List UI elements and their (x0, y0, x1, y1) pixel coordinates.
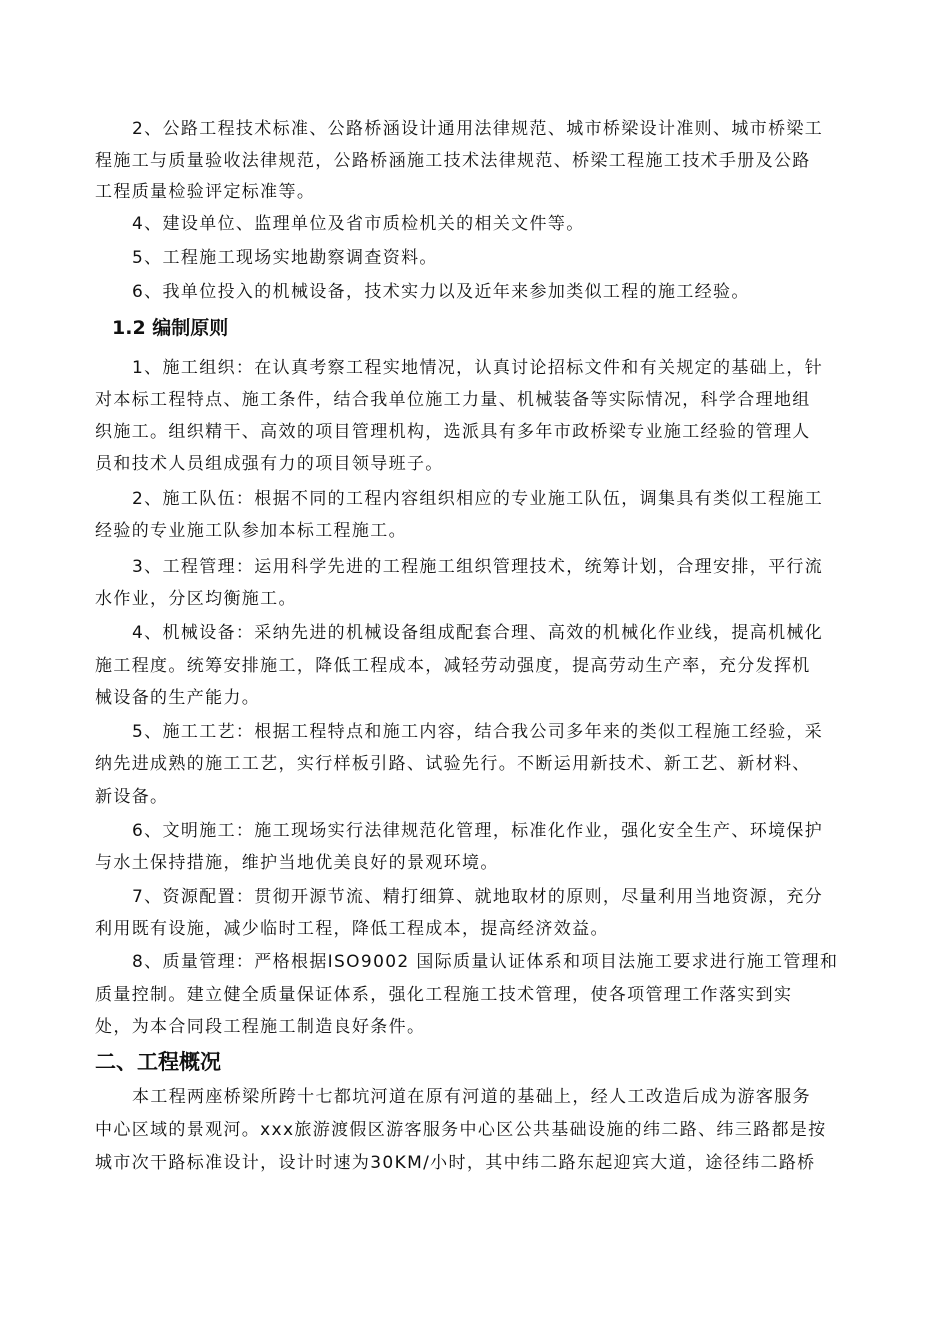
list-item-2-line-3: 工程质量检验评定标准等。 (95, 182, 316, 202)
principle-8-line-2: 质量控制。建立健全质量保证体系，强化工程施工技术管理，使各项管理工作落实到实 (95, 985, 793, 1005)
principle-6-line-2: 与水土保持措施，维护当地优美良好的景观环境。 (95, 853, 499, 873)
principle-7-line-1: 7、资源配置：贯彻开源节流、精打细算、就地取材的原则，尽量利用当地资源，充分 (132, 887, 824, 907)
principle-3-line-2: 水作业，分区均衡施工。 (95, 589, 297, 609)
principle-4-line-1: 4、机械设备：采纳先进的机械设备组成配套合理、高效的机械化作业线，提高机械化 (132, 623, 824, 643)
principle-5-line-2: 纳先进成熟的施工工艺，实行样板引路、试验先行。不断运用新技术、新工艺、新材料、 (95, 754, 811, 774)
overview-paragraph-line-1: 本工程两座桥梁所跨十七都坑河道在原有河道的基础上，经人工改造后成为游客服务 (132, 1087, 811, 1107)
principle-5-line-3: 新设备。 (95, 787, 169, 807)
section-heading-2: 二、工程概况 (95, 1050, 221, 1074)
overview-paragraph-line-2: 中心区域的景观河。xxx旅游渡假区游客服务中心区公共基础设施的纬二路、纬三路都是按 (95, 1120, 827, 1140)
list-item-5: 5、工程施工现场实地勘察调查资料。 (132, 248, 438, 268)
principle-2-line-1: 2、施工队伍：根据不同的工程内容组织相应的专业施工队伍，调集具有类似工程施工 (132, 489, 824, 509)
list-item-6: 6、我单位投入的机械设备，技术实力以及近年来参加类似工程的施工经验。 (132, 282, 750, 302)
principle-6-line-1: 6、文明施工：施工现场实行法律规范化管理，标准化作业，强化安全生产、环境保护 (132, 821, 824, 841)
section-heading-1-2: 1.2 编制原则 (112, 317, 229, 339)
overview-paragraph-line-3: 城市次干路标准设计，设计时速为30KM/小时，其中纬二路东起迎宾大道，途径纬二路桥 (95, 1153, 816, 1173)
principle-1-line-1: 1、施工组织：在认真考察工程实地情况，认真讨论招标文件和有关规定的基础上，针 (132, 358, 824, 378)
principle-1-line-4: 员和技术人员组成强有力的项目领导班子。 (95, 454, 444, 474)
principle-8-line-3: 处，为本合同段工程施工制造良好条件。 (95, 1017, 426, 1037)
principle-8-line-1: 8、质量管理：严格根据ISO9002 国际质量认证体系和项目法施工要求进行施工管理和 (132, 952, 839, 972)
principle-1-line-3: 织施工。组织精干、高效的项目管理机构，选派具有多年市政桥梁专业施工经验的管理人 (95, 422, 811, 442)
principle-5-line-1: 5、施工工艺：根据工程特点和施工内容，结合我公司多年来的类似工程施工经验，采 (132, 722, 824, 742)
list-item-2-line-2: 程施工与质量验收法律规范，公路桥涵施工技术法律规范、桥梁工程施工技术手册及公路 (95, 151, 811, 171)
principle-1-line-2: 对本标工程特点、施工条件，结合我单位施工力量、机械装备等实际情况，科学合理地组 (95, 390, 811, 410)
list-item-4: 4、建设单位、监理单位及省市质检机关的相关文件等。 (132, 214, 585, 234)
principle-4-line-3: 械设备的生产能力。 (95, 688, 261, 708)
principle-7-line-2: 利用既有设施，减少临时工程，降低工程成本，提高经济效益。 (95, 919, 609, 939)
principle-2-line-2: 经验的专业施工队参加本标工程施工。 (95, 521, 407, 541)
list-item-2-line-1: 2、公路工程技术标准、公路桥涵设计通用法律规范、城市桥梁设计准则、城市桥梁工 (132, 119, 824, 139)
principle-4-line-2: 施工程度。统筹安排施工，降低工程成本，减轻劳动强度，提高劳动生产率，充分发挥机 (95, 656, 811, 676)
principle-3-line-1: 3、工程管理：运用科学先进的工程施工组织管理技术，统筹计划，合理安排，平行流 (132, 557, 824, 577)
